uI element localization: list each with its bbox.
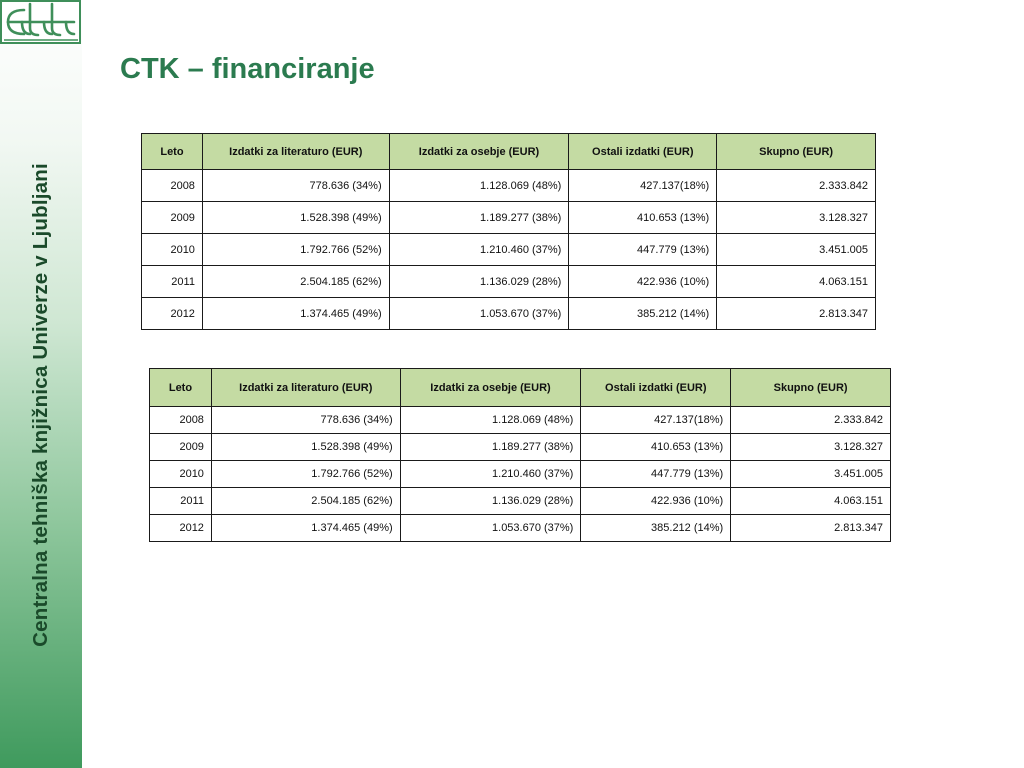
financing-table-2 xyxy=(149,368,891,542)
cell-year: 2011 xyxy=(142,266,203,298)
cell-other: 385.212 (14%) xyxy=(569,298,717,330)
cell-literature: 1.374.465 (49%) xyxy=(202,298,389,330)
cell-total: 4.063.151 xyxy=(731,488,891,515)
cell-staff: 1.128.069 (48%) xyxy=(400,407,581,434)
cell-literature: 2.504.185 (62%) xyxy=(202,266,389,298)
cell-year: 2011 xyxy=(150,488,212,515)
cell-literature: 1.792.766 (52%) xyxy=(211,461,400,488)
cell-year: 2008 xyxy=(142,170,203,202)
cell-literature: 2.504.185 (62%) xyxy=(211,488,400,515)
cell-literature: 1.528.398 (49%) xyxy=(211,434,400,461)
cell-total: 2.333.842 xyxy=(717,170,876,202)
cell-other: 422.936 (10%) xyxy=(581,488,731,515)
cell-staff: 1.053.670 (37%) xyxy=(389,298,569,330)
cell-year: 2012 xyxy=(142,298,203,330)
cell-other: 427.137(18%) xyxy=(569,170,717,202)
table-row xyxy=(150,488,891,515)
table-header-row xyxy=(142,134,876,170)
cell-other: 422.936 (10%) xyxy=(569,266,717,298)
table-row xyxy=(142,266,876,298)
cell-literature: 1.528.398 (49%) xyxy=(202,202,389,234)
cell-total: 2.813.347 xyxy=(731,515,891,542)
cell-year: 2010 xyxy=(142,234,203,266)
cell-year: 2008 xyxy=(150,407,212,434)
cell-year: 2009 xyxy=(150,434,212,461)
cell-total: 3.128.327 xyxy=(717,202,876,234)
sidebar xyxy=(0,0,82,768)
cell-literature: 1.792.766 (52%) xyxy=(202,234,389,266)
header-literature: Izdatki za literaturo (EUR) xyxy=(211,369,400,407)
header-literature: Izdatki za literaturo (EUR) xyxy=(202,134,389,170)
table-row xyxy=(142,234,876,266)
cell-other: 410.653 (13%) xyxy=(569,202,717,234)
institution-name: Centralna tehniška knjižnica Univerze v Ljubljani xyxy=(29,163,52,647)
cell-literature: 778.636 (34%) xyxy=(211,407,400,434)
cell-year: 2009 xyxy=(142,202,203,234)
cell-other: 427.137(18%) xyxy=(581,407,731,434)
cell-other: 385.212 (14%) xyxy=(581,515,731,542)
cell-total: 3.128.327 xyxy=(731,434,891,461)
cell-literature: 1.374.465 (49%) xyxy=(211,515,400,542)
table-row xyxy=(142,298,876,330)
table-row xyxy=(150,434,891,461)
header-staff: Izdatki za osebje (EUR) xyxy=(389,134,569,170)
cell-staff: 1.189.277 (38%) xyxy=(389,202,569,234)
cell-total: 3.451.005 xyxy=(731,461,891,488)
cell-year: 2012 xyxy=(150,515,212,542)
ctk-logo-icon xyxy=(0,0,82,46)
cell-staff: 1.189.277 (38%) xyxy=(400,434,581,461)
table-row xyxy=(150,461,891,488)
cell-total: 3.451.005 xyxy=(717,234,876,266)
header-other: Ostali izdatki (EUR) xyxy=(569,134,717,170)
cell-total: 2.333.842 xyxy=(731,407,891,434)
cell-other: 447.779 (13%) xyxy=(569,234,717,266)
page-title: CTK – financiranje xyxy=(120,53,375,85)
header-year: Leto xyxy=(150,369,212,407)
cell-staff: 1.053.670 (37%) xyxy=(400,515,581,542)
table-row xyxy=(142,202,876,234)
cell-other: 447.779 (13%) xyxy=(581,461,731,488)
cell-staff: 1.128.069 (48%) xyxy=(389,170,569,202)
cell-year: 2010 xyxy=(150,461,212,488)
cell-staff: 1.210.460 (37%) xyxy=(400,461,581,488)
header-other: Ostali izdatki (EUR) xyxy=(581,369,731,407)
cell-other: 410.653 (13%) xyxy=(581,434,731,461)
cell-literature: 778.636 (34%) xyxy=(202,170,389,202)
header-staff: Izdatki za osebje (EUR) xyxy=(400,369,581,407)
cell-total: 4.063.151 xyxy=(717,266,876,298)
header-total: Skupno (EUR) xyxy=(717,134,876,170)
header-total: Skupno (EUR) xyxy=(731,369,891,407)
table-row xyxy=(150,407,891,434)
table-header-row xyxy=(150,369,891,407)
cell-staff: 1.136.029 (28%) xyxy=(389,266,569,298)
table-row xyxy=(150,515,891,542)
header-year: Leto xyxy=(142,134,203,170)
table-row xyxy=(142,170,876,202)
cell-staff: 1.136.029 (28%) xyxy=(400,488,581,515)
cell-staff: 1.210.460 (37%) xyxy=(389,234,569,266)
cell-total: 2.813.347 xyxy=(717,298,876,330)
financing-table-1 xyxy=(141,133,876,330)
